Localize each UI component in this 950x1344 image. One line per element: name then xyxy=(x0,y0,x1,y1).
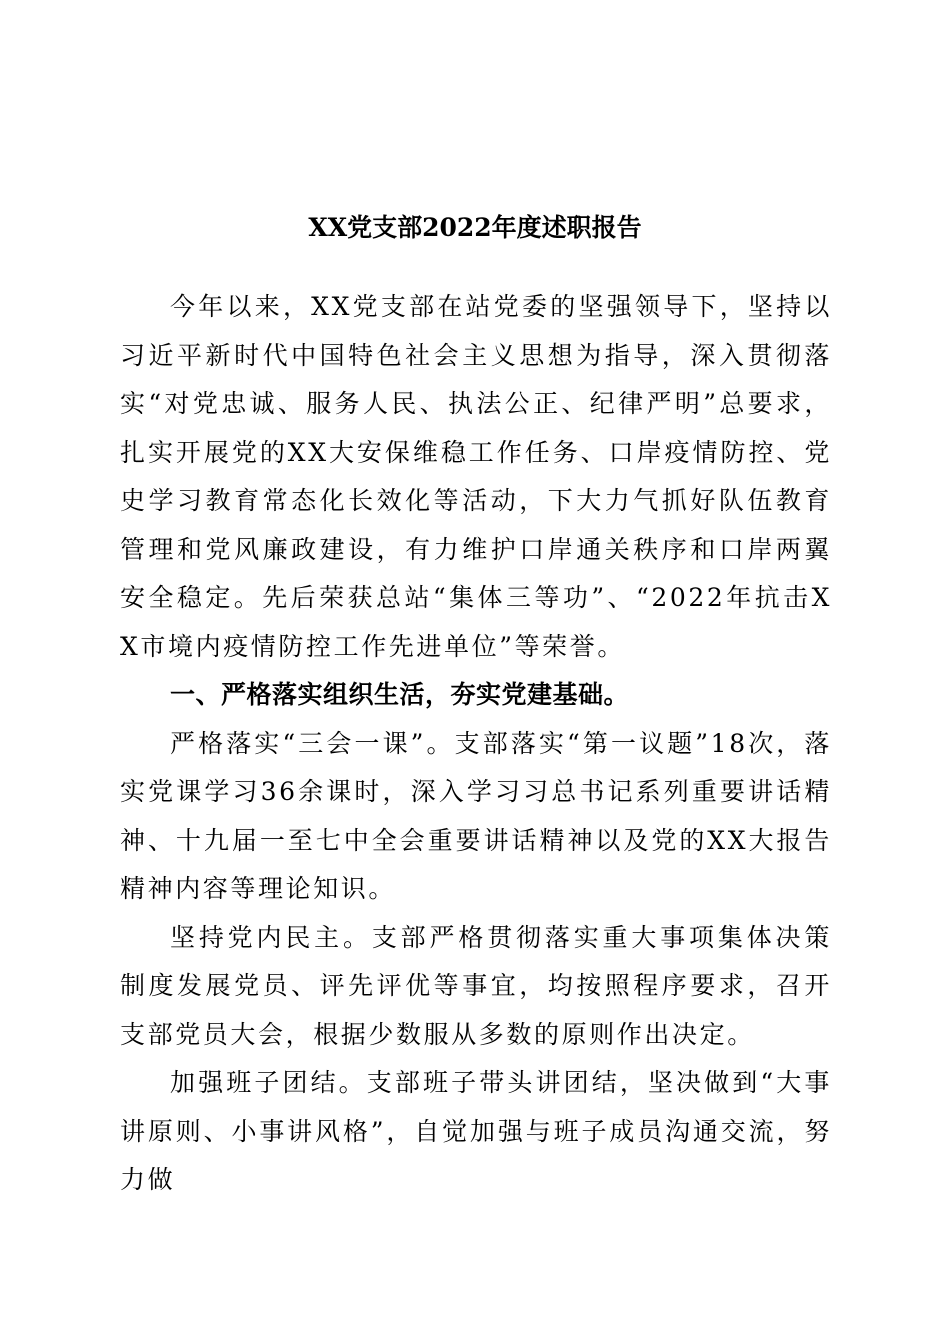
paragraph-inner-party-democracy: 坚持党内民主。支部严格贯彻落实重大事项集体决策制度发展党员、评先评优等事宜，均按照程序要求，召开支部党员大会，根据少数服从多数的原则作出决定。 xyxy=(120,922,832,1049)
section-heading-1: 一、严格落实组织生活，夯实党建基础。 xyxy=(170,680,630,709)
document-body xyxy=(120,283,832,1205)
document-title: XX党支部2022年度述职报告 xyxy=(308,213,642,242)
paragraph-intro: 今年以来，XX党支部在站党委的坚强领导下，坚持以习近平新时代中国特色社会主义思想为指导，深入贯彻落实“对党忠诚、服务人民、执法公正、纪律严明”总要求，扎实开展党的XX大安保维稳工作任务、口岸疫情防控、党史学习教育常态化长效化等活动，下大力气抓好队伍教育管理和党风廉政建设，有力维护口岸通关秩序和口岸两翼安全稳定。先后荣获总站“集体三等功”、“2022年抗击XX市境内疫情防控工作先进单位”等荣誉。 xyxy=(120,292,832,661)
paragraph-three-meetings: 严格落实“三会一课”。支部落实“第一议题”18次，落实党课学习36余课时，深入学习习总书记系列重要讲话精神、十九届一至七中全会重要讲话精神以及党的XX大报告精神内容等理论知识。 xyxy=(120,728,832,903)
paragraph-team-unity: 加强班子团结。支部班子带头讲团结，坚决做到“大事讲原则、小事讲风格”，自觉加强与班子成员沟通交流，努力做 xyxy=(120,1068,832,1194)
